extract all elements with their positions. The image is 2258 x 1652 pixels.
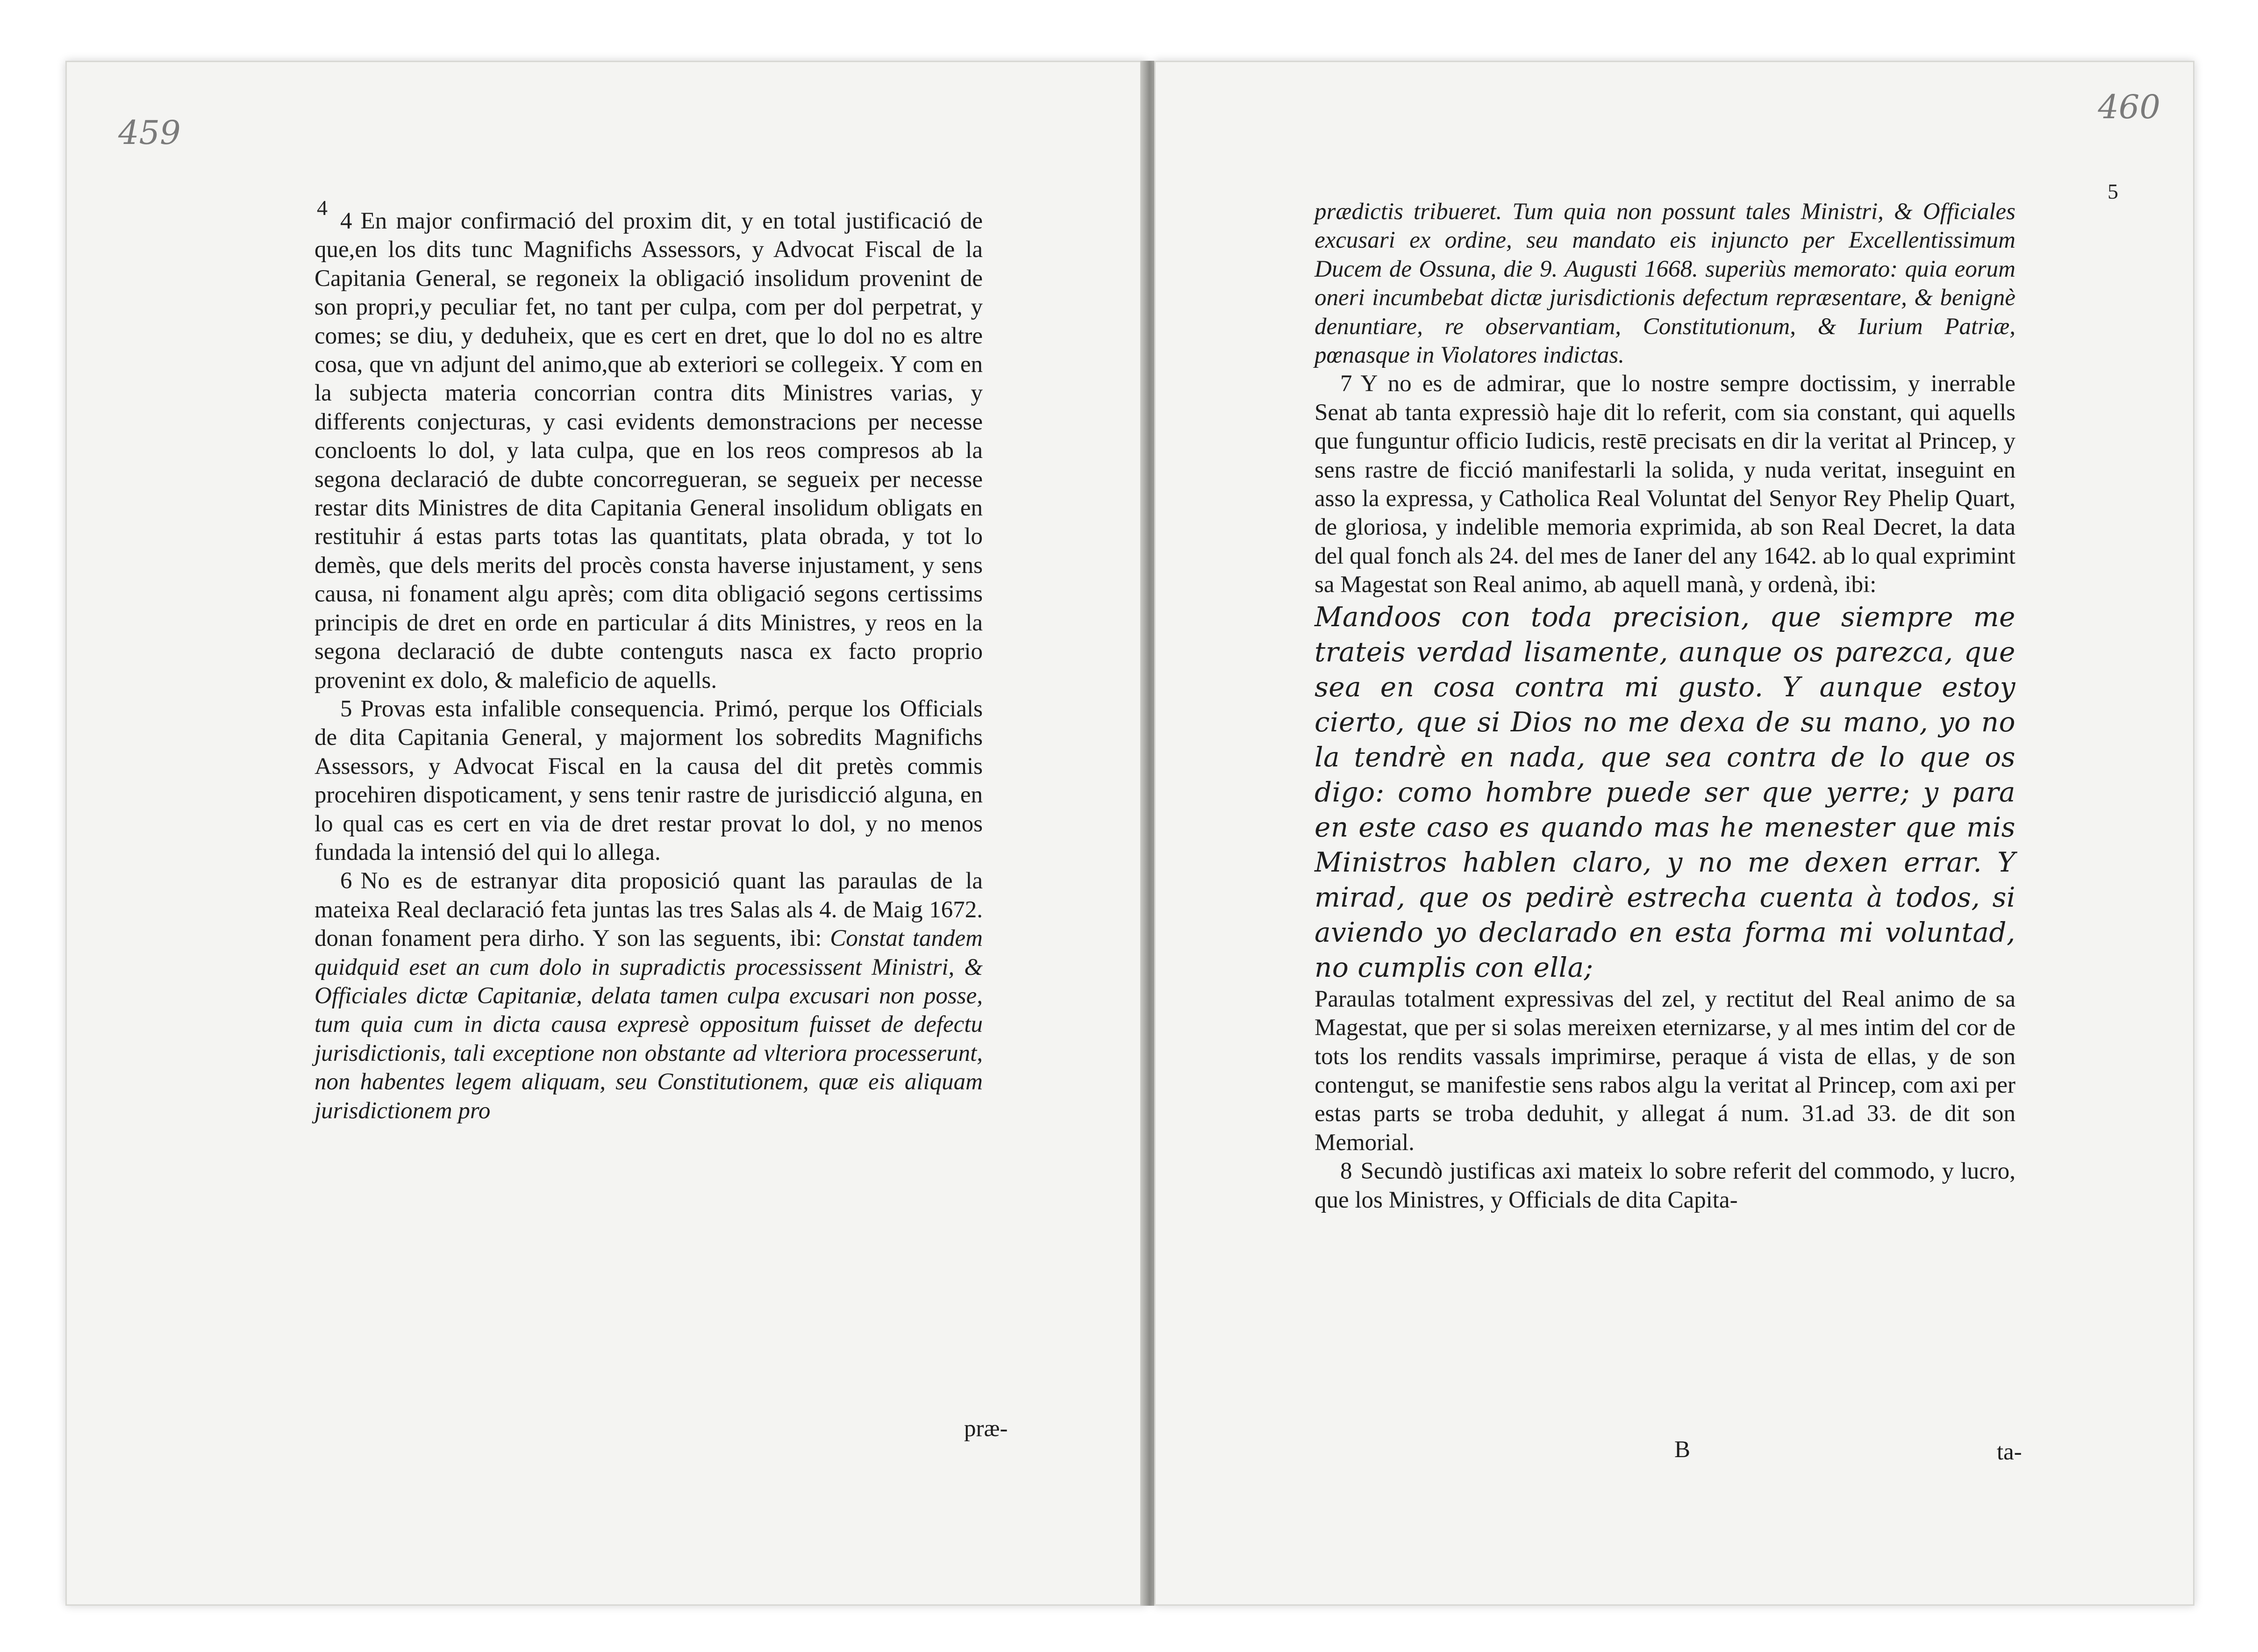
paragraph-text: Y no es de admirar, que lo nostre sempre doctissim, y inerrable Senat ab tanta expressiò haje dit lo referit, com sia constant, qui aquells que funguntur officio Iudicis, restē precisats en dir la veritat al Princep, y sens rastre de ficció manifestarli la solida, y nuda veritat, inseguint en asso la expressa, y Catholica Real Voluntat del Senyor Rey Phelip Quart, de gloriosa, y indelible memoria exprimida, ab son Real Decret, la data del qual fonch als 24. del mes de Ianer del any 1642. ab lo qual exprimint sa Magestat son Real animo, ab aquell manà, y ordenà, ibi: [1315, 371, 2015, 598]
latin-quotation-continued: prædictis tribueret. Tum quia non possunt tales Ministri, & Officiales excusari ex ordine, seu mandato eis injuncto per Excellentissimum Ducem de Ossuna, die 9. Augusti 1668. superiùs memorato: quia eorum oneri incumbebat dictæ jurisdictionis defectum repræsentare, & benignè denuntiare, re observantiam, Constitutionum, & Iurium Patriæ, pœnasque in Violatores indictas. [1315, 199, 2015, 369]
paragraph-number: 7 [1340, 371, 1352, 397]
paragraph-text: Secundò justificas axi mateix lo sobre referit del commodo, y lucro, que los Ministres, y Officials de dita Capita- [1315, 1158, 2015, 1213]
paragraph-text: No es de estranyar dita proposició quant las paraulas de la mateixa Real declaració feta juntas las tres Salas als 4. de Maig 1672. donan fonament pera dirho. Y son las seguents, ibi: [314, 868, 983, 952]
paragraph-8 [1315, 1157, 2015, 1215]
right-catchword: ta- [1997, 1439, 2022, 1465]
right-page [1154, 61, 2194, 1606]
right-page-text [1315, 198, 2015, 1215]
paragraph-number: 5 [340, 695, 352, 722]
paragraph-number: 8 [1340, 1158, 1352, 1185]
decree-commentary: Paraulas totalment expressivas del zel, y rectitut del Real animo de sa Magestat, que per si solas mereixen eternizarse, y al mes intim del cor de tots los rendits vassals imprimirse, peraque á vista de ellas, y de son contengut, se manifestie sens rabos algu la veritat al Princep, com axi per estas parts se troba deduhit, y allegat á num. 31.ad 33. de dit son Memorial. [1315, 986, 2015, 1156]
paragraph-text: Provas esta infalible consequencia. Primó, perque los Officials de dita Capitania General, y majorment los sobredits Magnifichs Assessors, y Advocat Fiscal en la causa del dit pretès commis procehiren dispoticament, y sens tenir rastre de jurisdicció alguna, en lo qual cas es cert en via de dret restar provat lo dol, y no menos fundada la intensió del qui lo allega. [314, 695, 983, 865]
latin-quotation: Constat tandem quidquid eset an cum dolo in supradictis processissent Ministri, & Officiales dictæ Capitaniæ, delata tamen culpa excusari non posse, tum quia cum in dicta causa expresè oppositum fuisset de defectu jurisdictionis, tali exceptione non obstante ad vlteriora processerunt, non habentes legem aliquam, seu Constitutionem, quæ eis aliquam jurisdictionem pro [314, 925, 983, 1124]
left-page-number: 4 [317, 196, 328, 220]
left-page-text [314, 207, 983, 1125]
paragraph-text: En major confirmació del proxim dit, y en total justificació de que,en los dits tunc Magnifichs Assessors, y Advocat Fiscal de la Capitania General, se regoneix la obligació insolidum provenint de son propri,y peculiar fet, no tant per culpa, com per dol perpetrat, y comes; se diu, y deduheix, que es cert en dret, que lo dol no es altre cosa, que vn adjunt del animo,que ab exteriori se collegeix. Y com en la subjecta materia concorrian contra dits Ministres varias, y differents conjecturas, y casi evidents demonstracions per necesse concloents lo dol, y lata culpa, que en los reos compresos ab la segona declaració de dubte concorregueran, se segueix per necesse restar dits Ministres de dita Capitania General insolidum obligats en restituhir á estas parts totas las quantitats, plata obrada, y tot lo demès, que dels merits del procès consta haverse injustament, y sens causa, ni fonament algu après; com dita obligació segons certissims principis de dret en orde en particular á dits Ministres, y reos en la segona declaració de dubte contenguts nasca ex facto proprio provenint ex dolo, & maleficio de aquells. [314, 208, 983, 694]
right-page-number: 5 [2108, 179, 2118, 203]
paragraph-number: 4 [340, 208, 352, 234]
royal-decree-quotation: Mandoos con toda precision, que siempre me trateis verdad lisamente, aunque os parezca, que sea en cosa contra mi gusto. Y aunque estoy cierto, que si Dios no me dexa de su mano, yo no la tendrè en nada, que sea contra de lo que os digo: como hombre puede ser que yerre; y para en este caso es quando mas he menester que mis Ministros hablen claro, y no me dexen errar. Y mirad, que os pedirè estrecha cuenta à todos, si aviendo yo declarado en esta forma mi voluntad, no cumplis con ella; [1315, 601, 2015, 983]
paragraph-4 [314, 207, 983, 695]
left-catchword: præ- [964, 1416, 1008, 1442]
left-page [65, 61, 1148, 1606]
right-folio-number: 460 [2098, 88, 2160, 126]
signature-mark: B [1674, 1437, 1691, 1463]
paragraph-number: 6 [340, 868, 352, 894]
paragraph-6 [314, 867, 983, 1125]
paragraph-5 [314, 695, 983, 867]
paragraph-7 [1315, 370, 2015, 599]
left-folio-number: 459 [118, 114, 181, 152]
